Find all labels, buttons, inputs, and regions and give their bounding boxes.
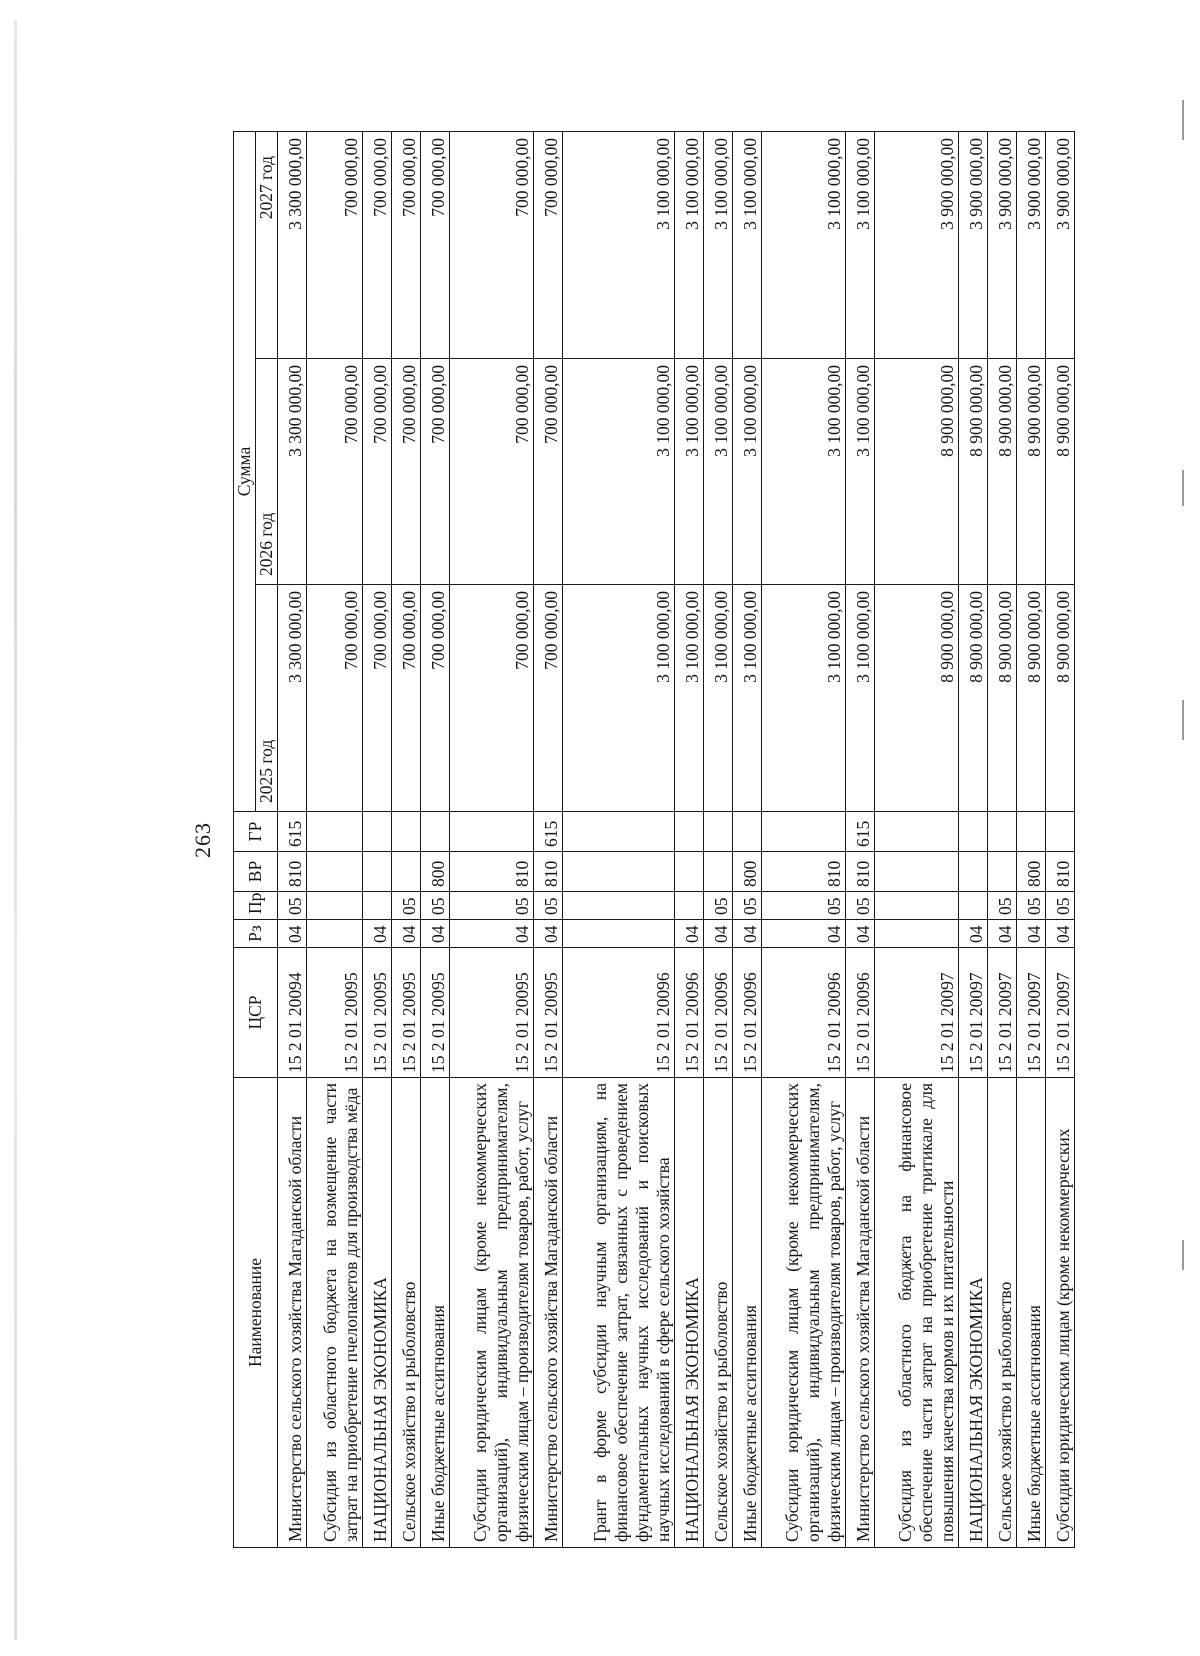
cell-sum-2027: 3 100 000,00 xyxy=(704,132,733,359)
cell-rz: 04 xyxy=(278,920,307,948)
cell-sum-2027: 3 100 000,00 xyxy=(732,132,761,359)
cell-csr: 15 2 01 20097 xyxy=(988,948,1017,1078)
cell-pr: 05 xyxy=(761,892,845,920)
table-row xyxy=(1016,132,1045,1548)
table-row xyxy=(1045,132,1074,1548)
table-row xyxy=(761,132,845,1548)
cell-rz: 04 xyxy=(988,920,1017,948)
cell-sum-2026: 8 900 000,00 xyxy=(1045,359,1074,585)
cell-rz: 04 xyxy=(846,920,875,948)
cell-vr: 810 xyxy=(534,852,563,892)
cell-pr: 05 xyxy=(846,892,875,920)
cell-gr xyxy=(1016,812,1045,852)
cell-name: Субсидия из областного бюджета на финансовое обеспечение части затрат на приобретение тритикале для повышения качества кормов и их питательности xyxy=(874,1078,958,1548)
cell-sum-2027: 3 900 000,00 xyxy=(874,132,958,359)
cell-pr: 05 xyxy=(732,892,761,920)
cell-sum-2026: 3 100 000,00 xyxy=(732,359,761,585)
budget-table xyxy=(233,131,1075,1548)
table-row xyxy=(988,132,1017,1548)
cell-csr: 15 2 01 20095 xyxy=(450,948,534,1078)
cell-gr xyxy=(732,812,761,852)
cell-vr: 810 xyxy=(761,852,845,892)
cell-csr: 15 2 01 20097 xyxy=(1045,948,1074,1078)
cell-gr xyxy=(306,812,363,852)
cell-sum-2026: 3 100 000,00 xyxy=(846,359,875,585)
margin-mark xyxy=(1182,1240,1184,1270)
cell-gr xyxy=(761,812,845,852)
table-row xyxy=(278,132,307,1548)
cell-pr: 05 xyxy=(988,892,1017,920)
cell-sum-2026: 700 000,00 xyxy=(450,359,534,585)
cell-rz: 04 xyxy=(392,920,421,948)
cell-name: Министерство сельского хозяйства Магаданской области xyxy=(534,1078,563,1548)
cell-csr: 15 2 01 20096 xyxy=(732,948,761,1078)
cell-pr: 05 xyxy=(392,892,421,920)
cell-sum-2027: 3 900 000,00 xyxy=(1016,132,1045,359)
cell-csr: 15 2 01 20095 xyxy=(534,948,563,1078)
cell-gr xyxy=(363,812,392,852)
cell-gr xyxy=(563,812,675,852)
header-year-2026: 2026 год xyxy=(256,359,278,585)
cell-name: НАЦИОНАЛЬНАЯ ЭКОНОМИКА xyxy=(363,1078,392,1548)
cell-csr: 15 2 01 20095 xyxy=(306,948,363,1078)
table-row xyxy=(534,132,563,1548)
cell-pr xyxy=(363,892,392,920)
cell-sum-2025: 700 000,00 xyxy=(534,585,563,812)
cell-csr: 15 2 01 20097 xyxy=(1016,948,1045,1078)
cell-sum-2025: 3 100 000,00 xyxy=(563,585,675,812)
cell-csr: 15 2 01 20096 xyxy=(675,948,704,1078)
cell-gr: 615 xyxy=(846,812,875,852)
header-row xyxy=(234,132,256,1548)
cell-sum-2026: 700 000,00 xyxy=(421,359,450,585)
cell-pr: 05 xyxy=(421,892,450,920)
cell-pr xyxy=(563,892,675,920)
cell-sum-2025: 8 900 000,00 xyxy=(1045,585,1074,812)
header-vr: ВР xyxy=(234,852,278,892)
cell-sum-2026: 700 000,00 xyxy=(534,359,563,585)
cell-sum-2027: 700 000,00 xyxy=(450,132,534,359)
cell-sum-2025: 3 300 000,00 xyxy=(278,585,307,812)
header-year-2027: 2027 год xyxy=(256,132,278,359)
page-number: 263 xyxy=(190,822,215,858)
cell-csr: 15 2 01 20096 xyxy=(846,948,875,1078)
cell-rz xyxy=(563,920,675,948)
cell-rz: 04 xyxy=(450,920,534,948)
cell-pr xyxy=(959,892,988,920)
cell-gr xyxy=(959,812,988,852)
cell-csr: 15 2 01 20095 xyxy=(392,948,421,1078)
cell-vr xyxy=(675,852,704,892)
table-row xyxy=(874,132,958,1548)
margin-mark xyxy=(1182,470,1184,506)
cell-csr: 15 2 01 20094 xyxy=(278,948,307,1078)
cell-csr: 15 2 01 20096 xyxy=(704,948,733,1078)
cell-name: НАЦИОНАЛЬНАЯ ЭКОНОМИКА xyxy=(959,1078,988,1548)
cell-name: Субсидия из областного бюджета на возмещение части затрат на приобретение пчелопакетов для производства мёда xyxy=(306,1078,363,1548)
cell-vr xyxy=(363,852,392,892)
cell-vr xyxy=(563,852,675,892)
cell-sum-2025: 8 900 000,00 xyxy=(959,585,988,812)
cell-sum-2026: 8 900 000,00 xyxy=(1016,359,1045,585)
cell-sum-2026: 3 100 000,00 xyxy=(563,359,675,585)
margin-mark xyxy=(1182,700,1184,740)
cell-vr: 810 xyxy=(846,852,875,892)
cell-sum-2027: 700 000,00 xyxy=(363,132,392,359)
cell-vr: 800 xyxy=(421,852,450,892)
table-row xyxy=(306,132,363,1548)
cell-gr xyxy=(392,812,421,852)
cell-pr: 05 xyxy=(278,892,307,920)
cell-vr xyxy=(988,852,1017,892)
cell-sum-2027: 3 100 000,00 xyxy=(761,132,845,359)
table-row xyxy=(846,132,875,1548)
cell-vr xyxy=(874,852,958,892)
cell-sum-2027: 3 100 000,00 xyxy=(846,132,875,359)
cell-sum-2025: 3 100 000,00 xyxy=(732,585,761,812)
cell-sum-2025: 700 000,00 xyxy=(392,585,421,812)
cell-rz: 04 xyxy=(1045,920,1074,948)
table-row xyxy=(704,132,733,1548)
cell-csr: 15 2 01 20095 xyxy=(421,948,450,1078)
cell-rz: 04 xyxy=(1016,920,1045,948)
cell-name: Субсидии юридическим лицам (кроме некоммерческих xyxy=(1045,1078,1074,1548)
cell-sum-2025: 3 100 000,00 xyxy=(704,585,733,812)
cell-sum-2026: 8 900 000,00 xyxy=(988,359,1017,585)
cell-sum-2026: 3 300 000,00 xyxy=(278,359,307,585)
header-gr: ГР xyxy=(234,812,278,852)
cell-vr xyxy=(392,852,421,892)
cell-vr xyxy=(959,852,988,892)
header-year-2025: 2025 год xyxy=(256,585,278,812)
cell-rz: 04 xyxy=(675,920,704,948)
header-pr: Пр xyxy=(234,892,278,920)
cell-sum-2025: 8 900 000,00 xyxy=(988,585,1017,812)
cell-vr xyxy=(704,852,733,892)
cell-name: Грант в форме субсидии научным организациям, на финансовое обеспечение затрат, связанных с проведением фундаментальных научных исследований и поисковых научных исследований в сфере сельского хозяйства xyxy=(563,1078,675,1548)
cell-pr: 05 xyxy=(704,892,733,920)
table-row xyxy=(421,132,450,1548)
cell-name: Министерство сельского хозяйства Магаданской области xyxy=(278,1078,307,1548)
cell-rz xyxy=(306,920,363,948)
cell-sum-2027: 3 100 000,00 xyxy=(675,132,704,359)
scan-edge xyxy=(14,20,17,1640)
cell-name: Сельское хозяйство и рыболовство xyxy=(988,1078,1017,1548)
cell-sum-2025: 8 900 000,00 xyxy=(1016,585,1045,812)
cell-sum-2026: 700 000,00 xyxy=(306,359,363,585)
cell-name: Иные бюджетные ассигнования xyxy=(732,1078,761,1548)
cell-gr xyxy=(1045,812,1074,852)
cell-pr xyxy=(675,892,704,920)
header-name: Наименование xyxy=(234,1078,278,1548)
cell-name: Иные бюджетные ассигнования xyxy=(1016,1078,1045,1548)
cell-gr: 615 xyxy=(278,812,307,852)
cell-sum-2027: 3 900 000,00 xyxy=(1045,132,1074,359)
cell-rz xyxy=(874,920,958,948)
cell-name: Сельское хозяйство и рыболовство xyxy=(704,1078,733,1548)
cell-gr: 615 xyxy=(534,812,563,852)
cell-sum-2025: 3 100 000,00 xyxy=(761,585,845,812)
cell-sum-2027: 700 000,00 xyxy=(306,132,363,359)
cell-sum-2025: 700 000,00 xyxy=(421,585,450,812)
cell-pr xyxy=(306,892,363,920)
table-body xyxy=(278,132,1075,1548)
cell-name: Субсидии юридическим лицам (кроме некоммерческих организаций), индивидуальным предпринимателям, физическим лицам – производителям товаров, работ, услуг xyxy=(450,1078,534,1548)
cell-sum-2027: 3 300 000,00 xyxy=(278,132,307,359)
cell-rz: 04 xyxy=(959,920,988,948)
cell-rz: 04 xyxy=(704,920,733,948)
cell-gr xyxy=(675,812,704,852)
header-csr: ЦСР xyxy=(234,948,278,1078)
cell-name: НАЦИОНАЛЬНАЯ ЭКОНОМИКА xyxy=(675,1078,704,1548)
cell-sum-2025: 700 000,00 xyxy=(306,585,363,812)
header-sum: Сумма xyxy=(234,132,256,812)
cell-sum-2026: 700 000,00 xyxy=(392,359,421,585)
cell-rz: 04 xyxy=(761,920,845,948)
cell-sum-2025: 3 100 000,00 xyxy=(675,585,704,812)
cell-csr: 15 2 01 20095 xyxy=(363,948,392,1078)
margin-mark xyxy=(1182,100,1184,140)
cell-rz: 04 xyxy=(534,920,563,948)
table-row xyxy=(959,132,988,1548)
cell-sum-2026: 700 000,00 xyxy=(363,359,392,585)
table-row xyxy=(363,132,392,1548)
cell-sum-2027: 3 900 000,00 xyxy=(959,132,988,359)
cell-pr: 05 xyxy=(450,892,534,920)
cell-sum-2025: 8 900 000,00 xyxy=(874,585,958,812)
header-rz: Рз xyxy=(234,920,278,948)
cell-gr xyxy=(450,812,534,852)
cell-pr: 05 xyxy=(1016,892,1045,920)
cell-csr: 15 2 01 20097 xyxy=(874,948,958,1078)
cell-csr: 15 2 01 20096 xyxy=(563,948,675,1078)
cell-sum-2026: 3 100 000,00 xyxy=(675,359,704,585)
table-row xyxy=(732,132,761,1548)
cell-pr xyxy=(874,892,958,920)
cell-sum-2027: 700 000,00 xyxy=(534,132,563,359)
cell-vr: 810 xyxy=(278,852,307,892)
cell-rz: 04 xyxy=(363,920,392,948)
cell-gr xyxy=(704,812,733,852)
table-row xyxy=(563,132,675,1548)
cell-name: Министерство сельского хозяйства Магаданской области xyxy=(846,1078,875,1548)
cell-vr: 810 xyxy=(1045,852,1074,892)
cell-vr: 810 xyxy=(450,852,534,892)
cell-gr xyxy=(988,812,1017,852)
cell-csr: 15 2 01 20096 xyxy=(761,948,845,1078)
cell-sum-2026: 8 900 000,00 xyxy=(959,359,988,585)
table-row xyxy=(450,132,534,1548)
cell-name: Сельское хозяйство и рыболовство xyxy=(392,1078,421,1548)
table-row xyxy=(392,132,421,1548)
cell-sum-2027: 3 100 000,00 xyxy=(563,132,675,359)
cell-pr: 05 xyxy=(1045,892,1074,920)
cell-sum-2027: 700 000,00 xyxy=(421,132,450,359)
cell-rz: 04 xyxy=(421,920,450,948)
cell-sum-2025: 3 100 000,00 xyxy=(846,585,875,812)
cell-sum-2027: 3 900 000,00 xyxy=(988,132,1017,359)
rotated-page xyxy=(190,90,1090,1590)
cell-vr: 800 xyxy=(1016,852,1045,892)
cell-sum-2025: 700 000,00 xyxy=(450,585,534,812)
cell-vr xyxy=(306,852,363,892)
cell-sum-2026: 8 900 000,00 xyxy=(874,359,958,585)
cell-name: Субсидии юридическим лицам (кроме некоммерческих организаций), индивидуальным предпринимателям, физическим лицам – производителям товаров, работ, услуг xyxy=(761,1078,845,1548)
cell-sum-2025: 700 000,00 xyxy=(363,585,392,812)
cell-name: Иные бюджетные ассигнования xyxy=(421,1078,450,1548)
cell-sum-2026: 3 100 000,00 xyxy=(761,359,845,585)
cell-rz: 04 xyxy=(732,920,761,948)
cell-csr: 15 2 01 20097 xyxy=(959,948,988,1078)
cell-gr xyxy=(874,812,958,852)
cell-sum-2026: 3 100 000,00 xyxy=(704,359,733,585)
table-row xyxy=(675,132,704,1548)
cell-sum-2027: 700 000,00 xyxy=(392,132,421,359)
cell-vr: 800 xyxy=(732,852,761,892)
cell-gr xyxy=(421,812,450,852)
cell-pr: 05 xyxy=(534,892,563,920)
